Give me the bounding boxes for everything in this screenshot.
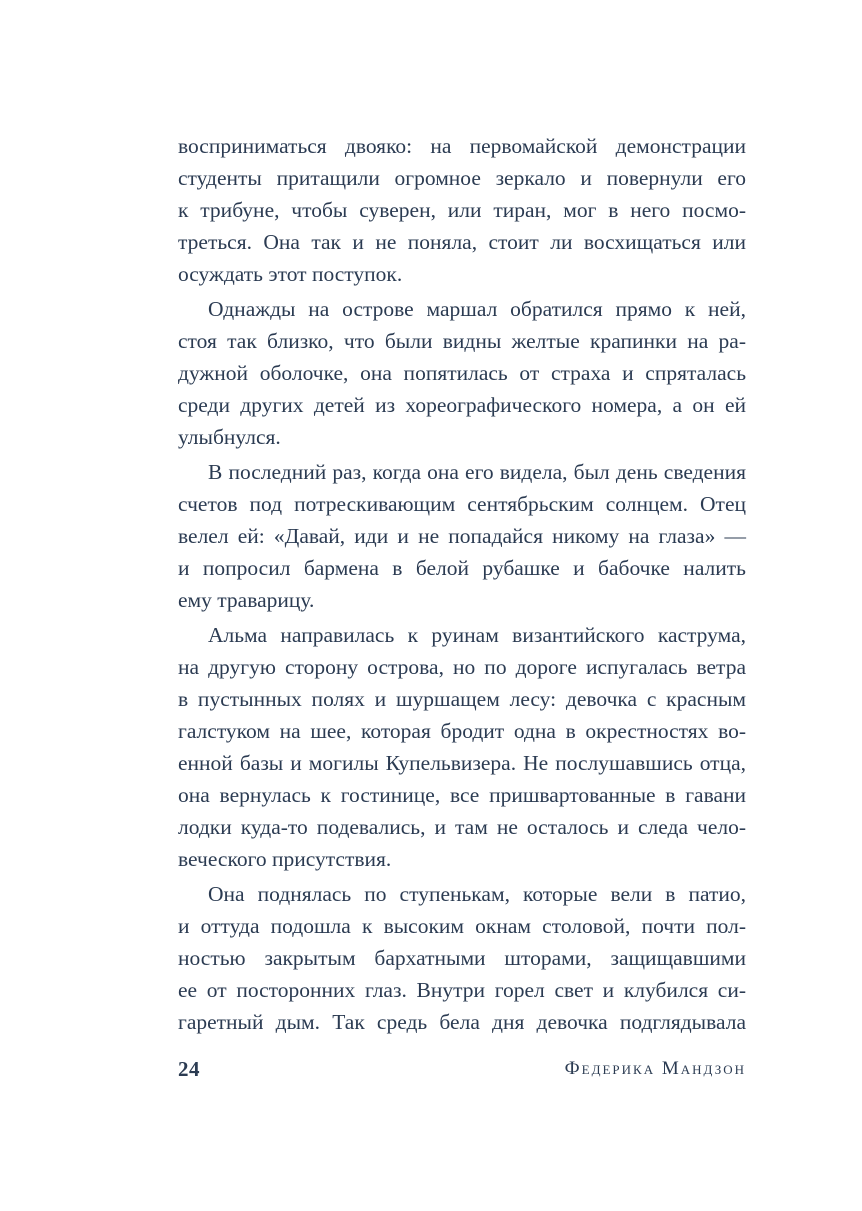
text-line: енной базы и могилы Купельвизера. Не послушавшись отца, bbox=[178, 751, 746, 775]
text-line: гаретный дым. Так средь бела дня девочка подглядывала bbox=[178, 1010, 746, 1034]
page-footer bbox=[178, 1053, 746, 1085]
text-line: галстуком на шее, которая бродит одна в окрестностях во- bbox=[178, 719, 746, 743]
text-line: на другую сторону острова, но по дороге испугалась ветра bbox=[178, 655, 746, 679]
text-line: счетов под потрескивающим сентябрьским солнцем. Отец bbox=[178, 492, 746, 516]
text-line: и попросил бармена в белой рубашке и бабочке налить bbox=[178, 556, 746, 580]
text-line: она вернулась к гостинице, все пришвартованные в гавани bbox=[178, 783, 746, 807]
running-head-author: Федерика Мандзон bbox=[564, 1058, 746, 1079]
text-line: лодки куда-то подевались, и там не осталось и следа чело- bbox=[178, 815, 746, 839]
text-line: и оттуда подошла к высоким окнам столовой, почти пол- bbox=[178, 914, 746, 938]
text-line: Альма направилась к руинам византийского каструма, bbox=[208, 623, 746, 647]
text-line: Она поднялась по ступенькам, которые вели в патио, bbox=[208, 882, 746, 906]
text-line: стоя так близко, что были видны желтые крапинки на ра- bbox=[178, 329, 746, 353]
text-line: ее от посторонних глаз. Внутри горел свет и клубился си- bbox=[178, 978, 746, 1002]
text-line: студенты притащили огромное зеркало и повернули его bbox=[178, 166, 746, 190]
text-line: велел ей: «Давай, иди и не попадайся никому на глаза» — bbox=[178, 524, 746, 548]
text-line: восприниматься двояко: на первомайской демонстрации bbox=[178, 134, 746, 158]
body-text bbox=[178, 130, 746, 1038]
page-number: 24 bbox=[178, 1057, 200, 1081]
text-line: веческого присутствия. bbox=[178, 847, 392, 871]
text-line: улыбнулся. bbox=[178, 425, 281, 449]
text-line: В последний раз, когда она его видела, был день сведения bbox=[208, 460, 746, 484]
text-line: треться. Она так и не поняла, стоит ли восхищаться или bbox=[178, 230, 746, 254]
text-line: осуждать этот поступок. bbox=[178, 262, 403, 286]
text-line: в пустынных полях и шуршащем лесу: девочка с красным bbox=[178, 687, 746, 711]
text-line: ему траварицу. bbox=[178, 588, 315, 612]
text-line: к трибуне, чтобы суверен, или тиран, мог в него посмо- bbox=[178, 198, 746, 222]
text-line: Однажды на острове маршал обратился прямо к ней, bbox=[208, 297, 746, 321]
text-line: дужной оболочке, она попятилась от страха и спряталась bbox=[178, 361, 746, 385]
text-line: ностью закрытым бархатными шторами, защищавшими bbox=[178, 946, 746, 970]
text-line: среди других детей из хореографического номера, а он ей bbox=[178, 393, 746, 417]
